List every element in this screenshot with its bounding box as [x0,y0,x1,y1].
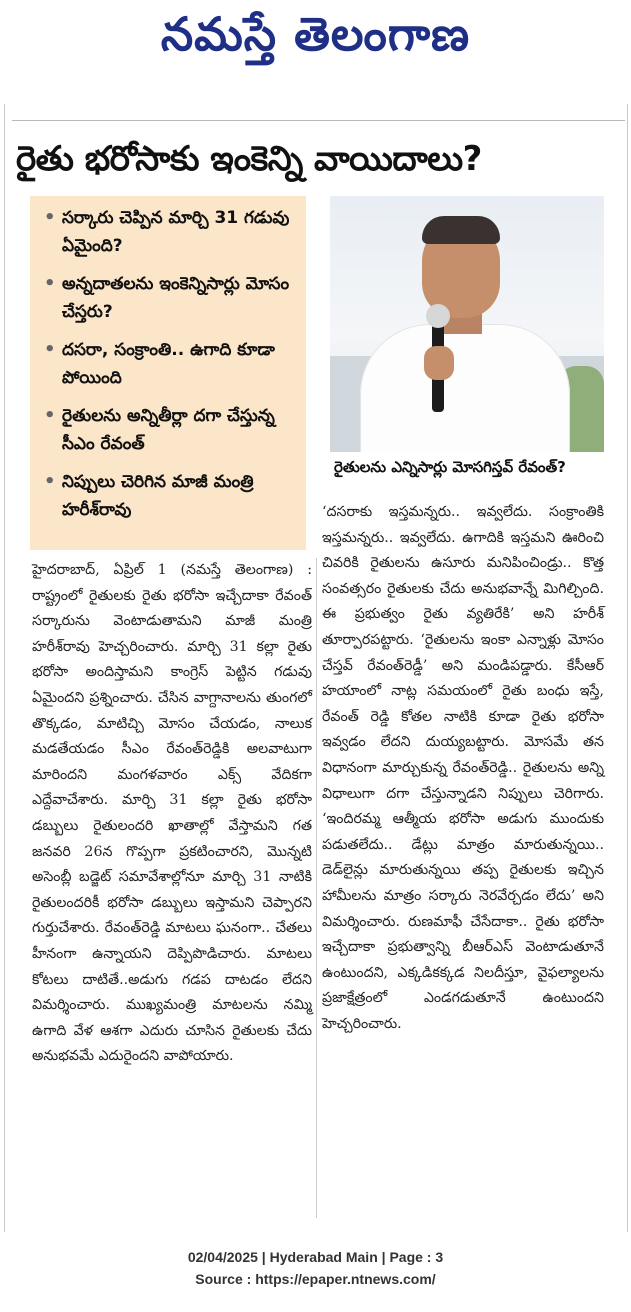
top-rule [12,120,625,121]
body-column-left [32,558,312,1070]
body-column-right [322,500,604,1037]
masthead [0,0,631,80]
highlights-box [30,196,306,550]
article-headline: రైతు భరోసాకు ఇంకెన్ని వాయిదాలు? [16,139,482,179]
column-divider [316,558,317,1218]
speaker-photo [330,196,604,452]
body-paragraph: ‘దసరాకు ఇస్తమన్నరు.. ఇవ్వలేదు. సంక్రాంతికి ఇస్తమన్నరు.. ఇవ్వలేదు. ఉగాదికి ఇస్తమని ఊరించి చివరికి రైతులను ఉసూరు మనిపించిండ్రు.. కొత్త సంవత్సరం రైతులకు చేదు అనుభవాన్నే మిగిల్చింది. ఈ ప్రభుత్వం రైతు వ్యతిరేకి’ అని హరీశ్ తూర్పారపట్టారు. ‘రైతులను ఇంకా ఎన్నాళ్లు మోసం చేస్తవ్ రేవంత్‌రెడ్డీ’ అని మండిపడ్డారు. కేసీఆర్ హయాంలో నాట్ల సమయంలో రైతు బంధు ఇస్తే, రేవంత్ రెడ్డి కోతల నాటికి కూడా రైతు భరోసా ఇవ్వడం లేదని దుయ్యబట్టారు. మోసమే తన విధానంగా మార్చుకున్న రేవంత్‌రెడ్డి.. రైతులను అన్ని విధాలుగా దగా చేస్తున్నాడని నిప్పులు చెరిగారు. ‘ఇందిరమ్మ ఆత్మీయ భరోసా అడుగు ముందుకు పడుతలేదు.. డేట్లు మాత్రం మారుతున్నయి.. డెడ్‌లైన్లు మారుతున్నయి తప్ప రైతులకు ఇచ్చిన హామీలను మాత్రం సర్కారు నెరవేర్చడం లేదు’ అని విమర్శించారు. రుణమాఫీ చేసేదాకా.. రైతు భరోసా ఇచ్చేదాకా ప్రభుత్వాన్ని బీఆర్ఎస్ వెంటాడుతూనే ఉంటుందని, ఎక్కడికక్కడ నిలదీస్తూ, వైఫల్యాలను ప్రజాక్షేత్రంలో ఎండగడుతూనే ఉంటుందని హెచ్చరించారు. [322,504,604,1032]
footer-date-line: 02/04/2025 | Hyderabad Main | Page : 3 [187,1249,444,1265]
highlight-item: • అన్నదాతలను ఇంకెన్నిసార్లు మోసం చేస్తరు? [44,270,300,326]
photo-hand [424,346,454,380]
photo-caption: రైతులను ఎన్నిసార్లు మోసగిస్తవ్ రేవంత్? [334,458,566,476]
newspaper-logo: నమస్తే తెలంగాణ [160,7,471,61]
highlight-item: • దసరా, సంక్రాంతి.. ఉగాది కూడా పోయింది [44,336,300,392]
microphone-head [426,304,450,328]
body-paragraph: హైదరాబాద్, ఏప్రిల్ 1 (నమస్తే తెలంగాణ) : రాష్ట్రంలో రైతులకు రైతు భరోసా ఇచ్చేదాకా రేవంత్ సర్కారును వెంటాడుతామని మాజీ మంత్రి హరీశ్‌రావు హెచ్చరించారు. మార్చి 31 కల్లా రైతు భరోసా అందిస్తామని కాంగ్రెస్ పెట్టిన గడువు ఏమైందని ప్రశ్నించారు. చేసిన వాగ్దానాలను తుంగలో తొక్కడం, మాటిచ్చి మోసం చేయడం, నాలుక మడతేయడం సీఎం రేవంత్‌రెడ్డికి అలవాటుగా మారిందని మంగళవారం ఎక్స్ వేదికగా ఎద్దేవాచేశారు. మార్చి 31 కల్లా రైతు భరోసా డబ్బులు రైతులందరి ఖాతాల్లో వేస్తామని గత జనవరి 26న గొప్పగా ప్రకటించారని, మొన్నటి అసెంబ్లీ బడ్జెట్ సమావేశాల్లోనూ మార్చి 31 నాటికి రైతులందరికీ భరోసా డబ్బులు ఇస్తామని చెప్పారని గుర్తుచేశారు. రేవంత్‌రెడ్డి మాటలు ఘనంగా.. చేతలు హీనంగా ఉన్నాయని దెప్పిపొడిచారు. మాటలు కోటలు దాటితే..అడుగు గడప దాటడం లేదని విమర్శించారు. ముఖ్యమంత్రి మాటలను నమ్మి ఉగాది వేళ ఆశగా ఎదురు చూసిన రైతులకు చేదు అనుభవమే ఎదురైందని వాపోయారు. [32,562,312,1065]
footer-source-line: Source : https://epaper.ntnews.com/ [195,1271,436,1287]
highlight-item: • సర్కారు చెప్పిన మార్చి 31 గడువు ఏమైంది? [44,204,300,260]
photo-shirt [360,324,570,452]
highlight-item: • నిప్పులు చెరిగిన మాజీ మంత్రి హరీశ్‌రావు [44,468,300,524]
highlight-item: • రైతులను అన్నితీర్లా దగా చేస్తున్న సీఎం రేవంత్ [44,402,300,458]
footer [0,1246,631,1290]
photo-hair [422,216,500,244]
